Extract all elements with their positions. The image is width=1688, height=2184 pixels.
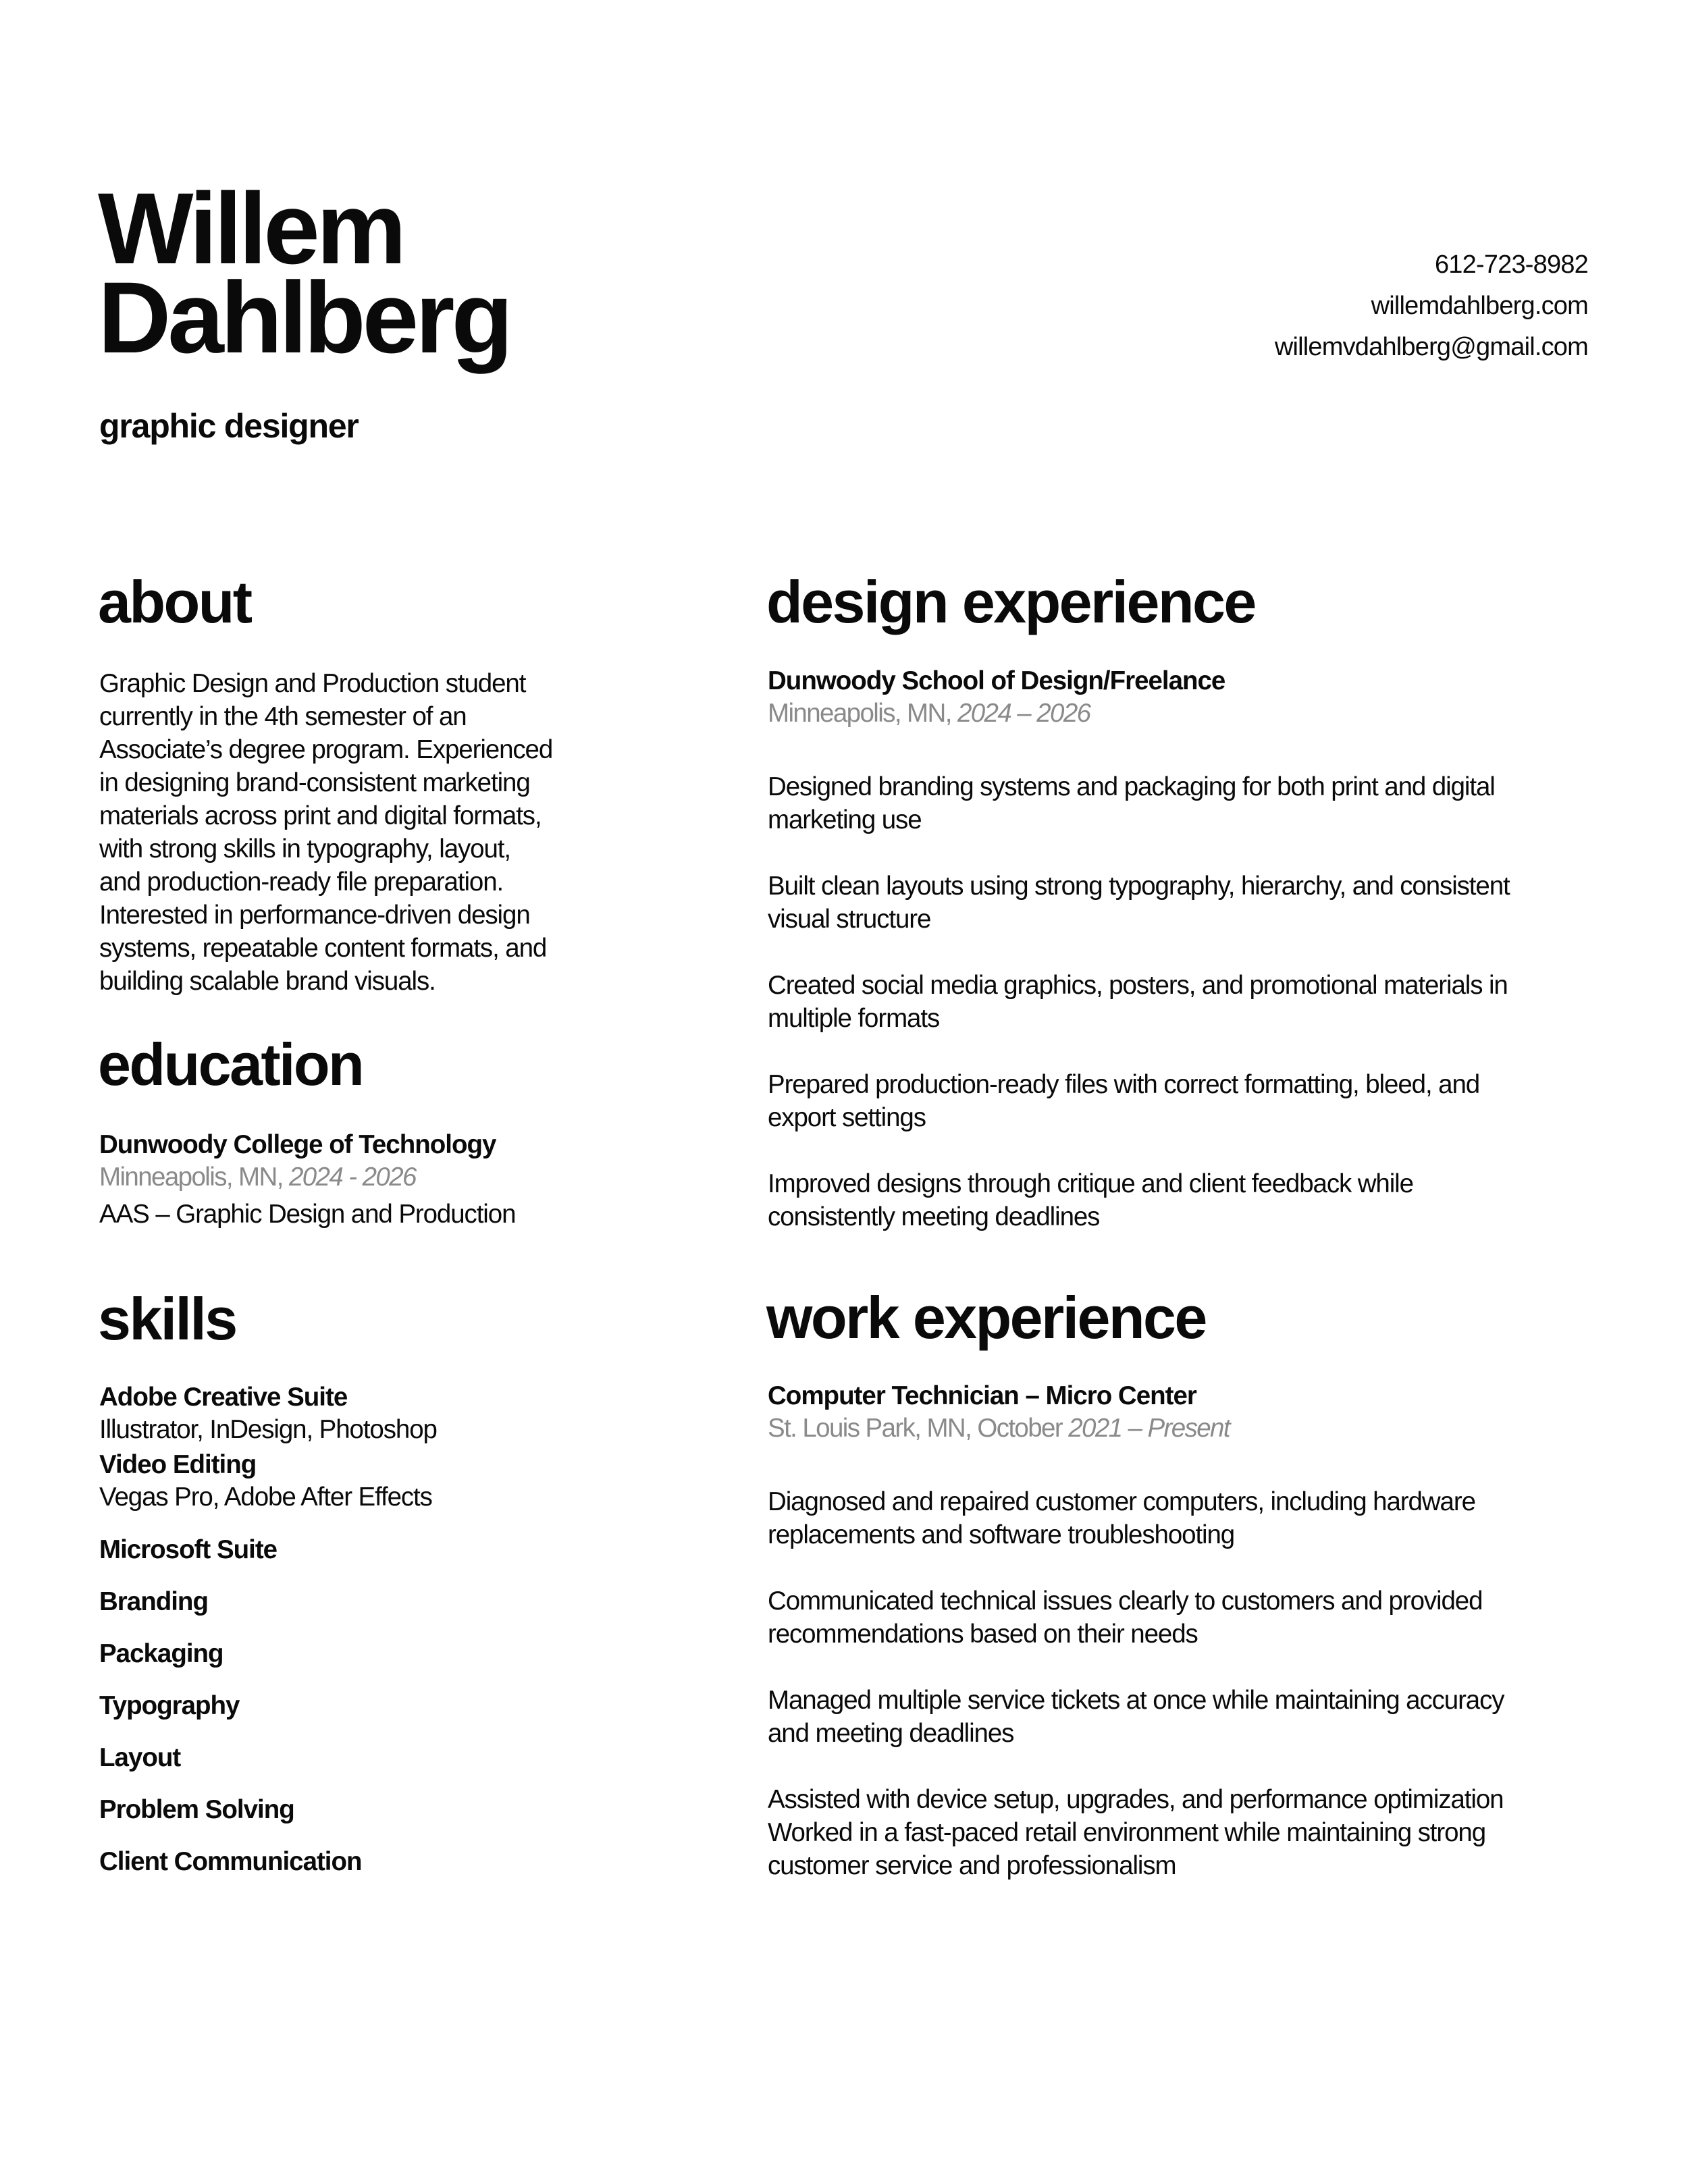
design-experience-heading: design experience — [766, 568, 1255, 635]
about-line: Interested in performance-driven design — [99, 901, 530, 930]
work-experience-entry — [768, 1380, 1591, 1882]
employer-location: St. Louis Park, MN, — [768, 1414, 972, 1443]
experience-line: Worked in a fast-paced retail environment while maintaining strong — [768, 1818, 1486, 1847]
school-name: Dunwoody College of Technology — [99, 1130, 496, 1159]
email-link[interactable]: willemvdahlberg@gmail.com — [1274, 333, 1588, 361]
skill-item: Packaging — [99, 1639, 223, 1668]
employer-meta — [768, 1412, 1591, 1445]
experience-line: Improved designs through critique and client feedback while — [768, 1169, 1413, 1198]
experience-line: marketing use — [768, 805, 922, 834]
experience-line: replacements and software troubleshooting — [768, 1520, 1235, 1549]
about-line: Associate’s degree program. Experienced — [99, 735, 553, 764]
employer-meta — [768, 697, 1591, 730]
skill-group-detail: Vegas Pro, Adobe After Effects — [99, 1483, 432, 1512]
experience-line: Communicated technical issues clearly to customers and provided — [768, 1587, 1483, 1616]
skill-item: Client Communication — [99, 1847, 362, 1876]
about-line: with strong skills in typography, layout, — [99, 834, 510, 863]
about-heading: about — [98, 568, 251, 635]
employer-name: Computer Technician – Micro Center — [768, 1381, 1196, 1410]
experience-line: Designed branding systems and packaging for both print and digital — [768, 772, 1495, 801]
about-line: and production-ready file preparation. — [99, 868, 504, 897]
skill-group-detail: Illustrator, InDesign, Photoshop — [99, 1415, 437, 1444]
school-meta — [99, 1161, 515, 1194]
skill-item: Microsoft Suite — [99, 1535, 278, 1564]
first-name: Willem — [98, 171, 404, 285]
about-line: Graphic Design and Production student — [99, 669, 526, 698]
design-experience-entry — [768, 665, 1591, 1233]
employer-start-month: October — [977, 1414, 1063, 1443]
experience-line: and meeting deadlines — [768, 1719, 1014, 1748]
skill-item: Problem Solving — [99, 1795, 294, 1824]
skill-item: Layout — [99, 1743, 181, 1772]
school-location: Minneapolis, MN, — [99, 1163, 283, 1192]
experience-line: Assisted with device setup, upgrades, and performance optimization — [768, 1785, 1504, 1814]
experience-line: Managed multiple service tickets at once while maintaining accuracy — [768, 1686, 1504, 1715]
experience-item — [768, 770, 1591, 836]
about-line: systems, repeatable content formats, and — [99, 934, 547, 963]
skill-group-title: Adobe Creative Suite — [99, 1383, 348, 1412]
employer-name: Dunwoody School of Design/Freelance — [768, 666, 1225, 695]
experience-item — [768, 1068, 1591, 1134]
website-link[interactable]: willemdahlberg.com — [1371, 292, 1588, 320]
skill-group — [99, 1449, 437, 1514]
education-entry — [99, 1129, 515, 1231]
experience-item — [768, 1783, 1591, 1882]
skill-item: Branding — [99, 1587, 208, 1616]
job-title: graphic designer — [99, 407, 359, 445]
experience-item — [768, 1684, 1591, 1750]
employer-dates: 2024 – 2026 — [957, 699, 1090, 728]
employer-location: Minneapolis, MN, — [768, 699, 951, 728]
work-experience-heading: work experience — [766, 1284, 1206, 1351]
experience-line: export settings — [768, 1103, 926, 1132]
school-dates: 2024 - 2026 — [288, 1163, 416, 1192]
about-line: currently in the 4th semester of an — [99, 702, 467, 731]
degree: AAS – Graphic Design and Production — [99, 1200, 516, 1229]
about-line: in designing brand-consistent marketing — [99, 768, 530, 797]
about-paragraph — [99, 667, 599, 998]
contact-info — [1275, 244, 1588, 368]
experience-line: Diagnosed and repaired customer computers, including hardware — [768, 1487, 1475, 1516]
experience-line: Prepared production-ready files with correct formatting, bleed, and — [768, 1070, 1480, 1099]
experience-line: Created social media graphics, posters, and promotional materials in — [768, 971, 1508, 1000]
employer-dates: 2021 – Present — [1068, 1414, 1230, 1443]
experience-line: Built clean layouts using strong typography, hierarchy, and consistent — [768, 872, 1510, 901]
experience-item — [768, 969, 1591, 1035]
experience-item — [768, 1167, 1591, 1233]
experience-item — [768, 1485, 1591, 1551]
experience-line: visual structure — [768, 905, 931, 934]
experience-line: recommendations based on their needs — [768, 1620, 1198, 1649]
experience-line: customer service and professionalism — [768, 1851, 1176, 1880]
skill-group — [99, 1381, 437, 1446]
education-heading: education — [98, 1031, 363, 1098]
skills-heading: skills — [98, 1285, 236, 1352]
candidate-name — [98, 171, 510, 374]
experience-line: multiple formats — [768, 1004, 940, 1033]
about-line: materials across print and digital formats, — [99, 801, 542, 830]
about-line: building scalable brand visuals. — [99, 967, 436, 996]
experience-item — [768, 870, 1591, 936]
skill-group-title: Video Editing — [99, 1450, 257, 1479]
experience-item — [768, 1584, 1591, 1651]
experience-line: consistently meeting deadlines — [768, 1202, 1100, 1231]
skill-item: Typography — [99, 1691, 240, 1720]
last-name: Dahlberg — [98, 261, 510, 374]
skills-list — [99, 1381, 437, 1878]
phone-number: 612-723-8982 — [1434, 250, 1588, 279]
